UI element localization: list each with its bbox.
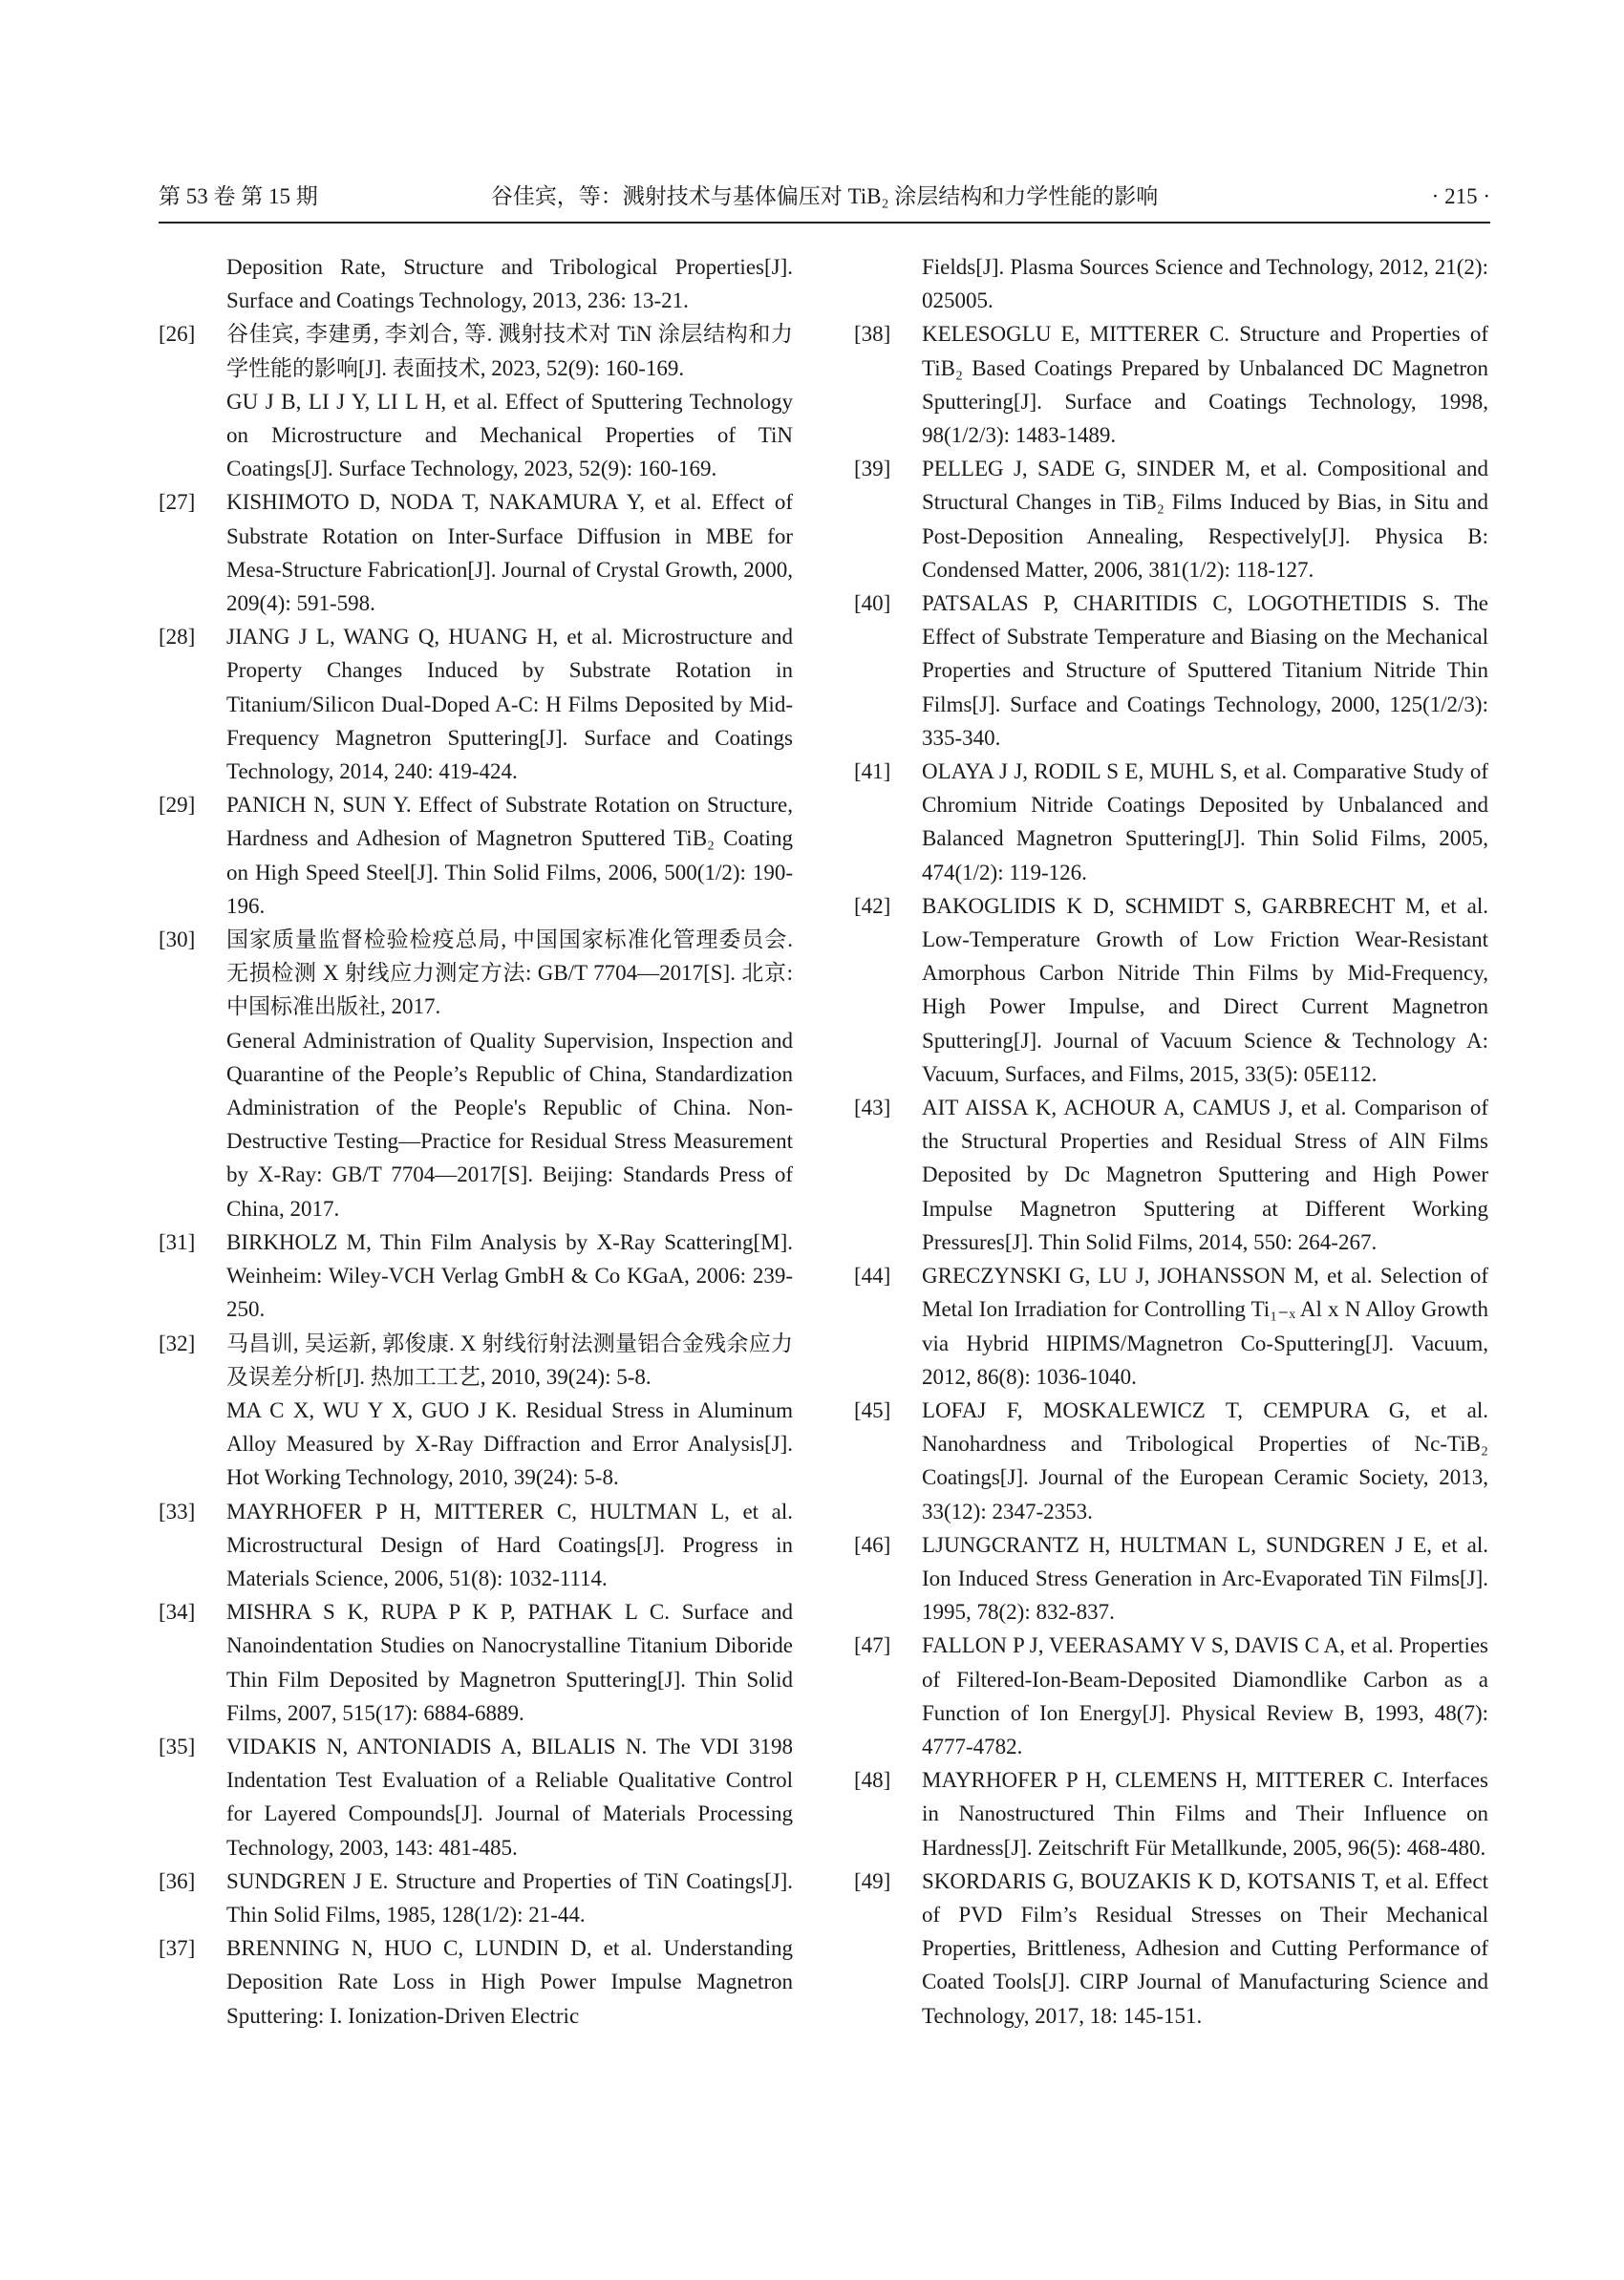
reference-number: [37]	[159, 1936, 196, 1961]
reference-text: SUNDGREN J E. Structure and Properties of TiN Coatings[J]. Thin Solid Films, 1985, 128(1/2): 21-44.	[226, 1868, 793, 1927]
reference-text: MA C X, WU Y X, GUO J K. Residual Stress in Aluminum Alloy Measured by X-Ray Diffraction and Error Analysis[J]. Hot Working Technology, 2010, 39(24): 5-8.	[226, 1397, 793, 1490]
reference-number: [33]	[159, 1499, 196, 1524]
reference-text: Deposition Rate, Structure and Tribological Properties[J]. Surface and Coatings Technology, 2013, 236: 13-21.	[226, 255, 793, 313]
reference-item	[159, 1495, 793, 1596]
reference-continuation	[854, 250, 1488, 317]
reference-text: PATSALAS P, CHARITIDIS C, LOGOTHETIDIS S. The Effect of Substrate Temperature and Biasing on the Mechanical Properties and Structure of Sputtered Titanium Nitride Thin Films[J]. Surface and Coatings Technology, 2000, 125(1/2/3): 335-340.	[922, 591, 1488, 750]
reference-text: BIRKHOLZ M, Thin Film Analysis by X-Ray Scattering[M]. Weinheim: Wiley-VCH Verlag GmbH & Co KGaA, 2006: 239-250.	[226, 1229, 793, 1322]
header-rule	[159, 222, 1490, 224]
reference-item	[854, 755, 1488, 889]
reference-item	[159, 923, 793, 1225]
reference-text: SKORDARIS G, BOUZAKIS K D, KOTSANIS T, et al. Effect of PVD Film’s Residual Stresses on Their Mechanical Properties, Brittleness, Adhesion and Cutting Performance of Coated Tools[J]. CIRP Journal of Manufacturing Science and Technology, 2017, 18: 145-151.	[922, 1868, 1488, 2028]
reference-item	[854, 1629, 1488, 1763]
reference-column-left	[159, 250, 793, 2033]
reference-number: [46]	[854, 1532, 891, 1557]
reference-text: 国家质量监督检验检疫总局, 中国国家标准化管理委员会. 无损检测 X 射线应力测定方法: GB/T 7704—2017[S]. 北京: 中国标准出版社, 2017.	[226, 927, 793, 1019]
reference-item	[854, 452, 1488, 586]
reference-item	[854, 317, 1488, 452]
reference-number: [43]	[854, 1096, 891, 1120]
reference-text: GU J B, LI J Y, LI L H, et al. Effect of Sputtering Technology on Microstructure and Mechanical Properties of TiN Coatings[J]. Surface Technology, 2023, 52(9): 160-169.	[226, 389, 793, 481]
reference-item	[159, 1595, 793, 1730]
reference-number: [47]	[854, 1633, 891, 1658]
reference-item	[159, 788, 793, 923]
reference-text: PANICH N, SUN Y. Effect of Substrate Rotation on Structure, Hardness and Adhesion of Magnetron Sputtered TiB₂ Coating on High Speed Steel[J]. Thin Solid Films, 2006, 500(1/2): 190-196.	[226, 793, 793, 918]
reference-text: KELESOGLU E, MITTERER C. Structure and Properties of TiB₂ Based Coatings Prepared by Unbalanced DC Magnetron Sputtering[J]. Surface and Coatings Technology, 1998, 98(1/2/3): 1483-1489.	[922, 322, 1488, 448]
reference-number: [29]	[159, 793, 196, 818]
reference-number: [40]	[854, 591, 891, 616]
reference-text: LOFAJ F, MOSKALEWICZ T, CEMPURA G, et al. Nanohardness and Tribological Properties of Nc-TiB₂ Coatings[J]. Journal of the European Ceramic Society, 2013, 33(12): 2347-2353.	[922, 1397, 1488, 1524]
reference-number: [48]	[854, 1768, 891, 1793]
reference-item	[159, 620, 793, 788]
reference-number: [45]	[854, 1397, 891, 1422]
reference-number: [26]	[159, 322, 196, 347]
reference-item	[854, 1763, 1488, 1864]
reference-text: JIANG J L, WANG Q, HUANG H, et al. Microstructure and Property Changes Induced by Substrate Rotation in Titanium/Silicon Dual-Doped A-C: H Films Deposited by Mid-Frequency Magnetron Sputtering[J]. Surface and Coatings Technology, 2014, 240: 419-424.	[226, 625, 793, 784]
running-title: 谷佳宾，等：溅射技术与基体偏压对 TiB₂ 涂层结构和力学性能的影响	[490, 184, 1159, 208]
reference-text: 谷佳宾, 李建勇, 李刘合, 等. 溅射技术对 TiN 涂层结构和力学性能的影响[J]. 表面技术, 2023, 52(9): 160-169.	[226, 322, 793, 380]
reference-text: GRECZYNSKI G, LU J, JOHANSSON M, et al. Selection of Metal Ion Irradiation for Controlling Ti₁₋ₓ Al x N Alloy Growth via Hybrid HIPIMS/Magnetron Co-Sputtering[J]. Vacuum, 2012, 86(8): 1036-1040.	[922, 1264, 1488, 1389]
reference-column-right	[854, 250, 1488, 2033]
reference-number: [38]	[854, 322, 891, 347]
reference-text: Fields[J]. Plasma Sources Science and Technology, 2012, 21(2): 025005.	[922, 255, 1488, 313]
reference-text: 马昌训, 吴运新, 郭俊康. X 射线衍射法测量铝合金残余应力及误差分析[J]. 热加工工艺, 2010, 39(24): 5-8.	[226, 1331, 793, 1389]
reference-item	[854, 586, 1488, 755]
reference-text: BRENNING N, HUO C, LUNDIN D, et al. Understanding Deposition Rate Loss in High Power Impulse Magnetron Sputtering: I. Ionization-Driven Electric	[226, 1936, 793, 2028]
page-number: · 215 ·	[1431, 184, 1490, 208]
volume-issue: 第 53 卷 第 15 期	[159, 184, 318, 208]
reference-item	[159, 1730, 793, 1864]
reference-number: [35]	[159, 1734, 196, 1758]
reference-text: PELLEG J, SADE G, SINDER M, et al. Compositional and Structural Changes in TiB₂ Films Induced by Bias, in Situ and Post-Deposition Annealing, Respectively[J]. Physica B: Condensed Matter, 2006, 381(1/2): 118-127.	[922, 457, 1488, 582]
reference-number: [42]	[854, 893, 891, 918]
reference-item	[854, 1528, 1488, 1630]
reference-item	[854, 1394, 1488, 1528]
reference-number: [39]	[854, 457, 891, 481]
reference-number: [36]	[159, 1868, 196, 1893]
reference-number: [32]	[159, 1331, 196, 1355]
reference-number: [30]	[159, 927, 196, 952]
reference-number: [27]	[159, 490, 196, 515]
reference-item	[854, 1864, 1488, 2033]
reference-text: OLAYA J J, RODIL S E, MUHL S, et al. Comparative Study of Chromium Nitride Coatings Deposited by Unbalanced and Balanced Magnetron Sputtering[J]. Thin Solid Films, 2005, 474(1/2): 119-126.	[922, 759, 1488, 884]
reference-text: General Administration of Quality Supervision, Inspection and Quarantine of the People’s Republic of China, Standardization Administration of the People's Republic of China. Non-Destructive Testing—Practice for Residual Stress Measurement by X-Ray: GB/T 7704—2017[S]. Beijing: Standards Press of China, 2017.	[226, 1028, 793, 1221]
reference-text: KISHIMOTO D, NODA T, NAKAMURA Y, et al. Effect of Substrate Rotation on Inter-Surface Diffusion in MBE for Mesa-Structure Fabrication[J]. Journal of Crystal Growth, 2000, 209(4): 591-598.	[226, 490, 793, 616]
reference-text: BAKOGLIDIS K D, SCHMIDT S, GARBRECHT M, et al. Low-Temperature Growth of Low Friction Wear-Resistant Amorphous Carbon Nitride Thin Films by Mid-Frequency, High Power Impulse, and Direct Current Magnetron Sputtering[J]. Journal of Vacuum Science & Technology A: Vacuum, Surfaces, and Films, 2015, 33(5): 05E112.	[922, 893, 1488, 1086]
reference-number: [44]	[854, 1264, 891, 1289]
reference-item	[159, 485, 793, 620]
reference-item	[854, 1259, 1488, 1394]
reference-number: [31]	[159, 1229, 196, 1254]
reference-item	[159, 1225, 793, 1327]
reference-item	[159, 1931, 793, 2033]
reference-item	[159, 317, 793, 485]
reference-text: MISHRA S K, RUPA P K P, PATHAK L C. Surface and Nanoindentation Studies on Nanocrystalline Titanium Diboride Thin Film Deposited by Magnetron Sputtering[J]. Thin Solid Films, 2007, 515(17): 6884-6889.	[226, 1600, 793, 1725]
reference-number: [41]	[854, 759, 891, 784]
reference-text: MAYRHOFER P H, MITTERER C, HULTMAN L, et al. Microstructural Design of Hard Coatings[J]. Progress in Materials Science, 2006, 51(8): 1032-1114.	[226, 1499, 793, 1590]
reference-item	[159, 1864, 793, 1931]
page-header	[159, 181, 1490, 220]
reference-continuation	[159, 250, 793, 317]
reference-number: [49]	[854, 1868, 891, 1893]
reference-item	[159, 1327, 793, 1495]
reference-item	[854, 889, 1488, 1091]
reference-text: MAYRHOFER P H, CLEMENS H, MITTERER C. Interfaces in Nanostructured Thin Films and Their Influence on Hardness[J]. Zeitschrift Für Metallkunde, 2005, 96(5): 468-480.	[922, 1768, 1488, 1860]
reference-text: LJUNGCRANTZ H, HULTMAN L, SUNDGREN J E, et al. Ion Induced Stress Generation in Arc-Evaporated TiN Films[J]. 1995, 78(2): 832-837.	[922, 1532, 1488, 1625]
reference-number: [34]	[159, 1600, 196, 1625]
reference-text: FALLON P J, VEERASAMY V S, DAVIS C A, et al. Properties of Filtered-Ion-Beam-Deposited Diamondlike Carbon as a Function of Ion Energy[J]. Physical Review B, 1993, 48(7): 4777-4782.	[922, 1633, 1488, 1758]
reference-number: [28]	[159, 625, 196, 650]
reference-text: AIT AISSA K, ACHOUR A, CAMUS J, et al. Comparison of the Structural Properties and Residual Stress of AlN Films Deposited by Dc Magnetron Sputtering and High Power Impulse Magnetron Sputtering at Different Working Pressures[J]. Thin Solid Films, 2014, 550: 264-267.	[922, 1096, 1488, 1254]
reference-item	[854, 1091, 1488, 1259]
reference-text: VIDAKIS N, ANTONIADIS A, BILALIS N. The VDI 3198 Indentation Test Evaluation of a Reliable Qualitative Control for Layered Compounds[J]. Journal of Materials Processing Technology, 2003, 143: 481-485.	[226, 1734, 793, 1860]
